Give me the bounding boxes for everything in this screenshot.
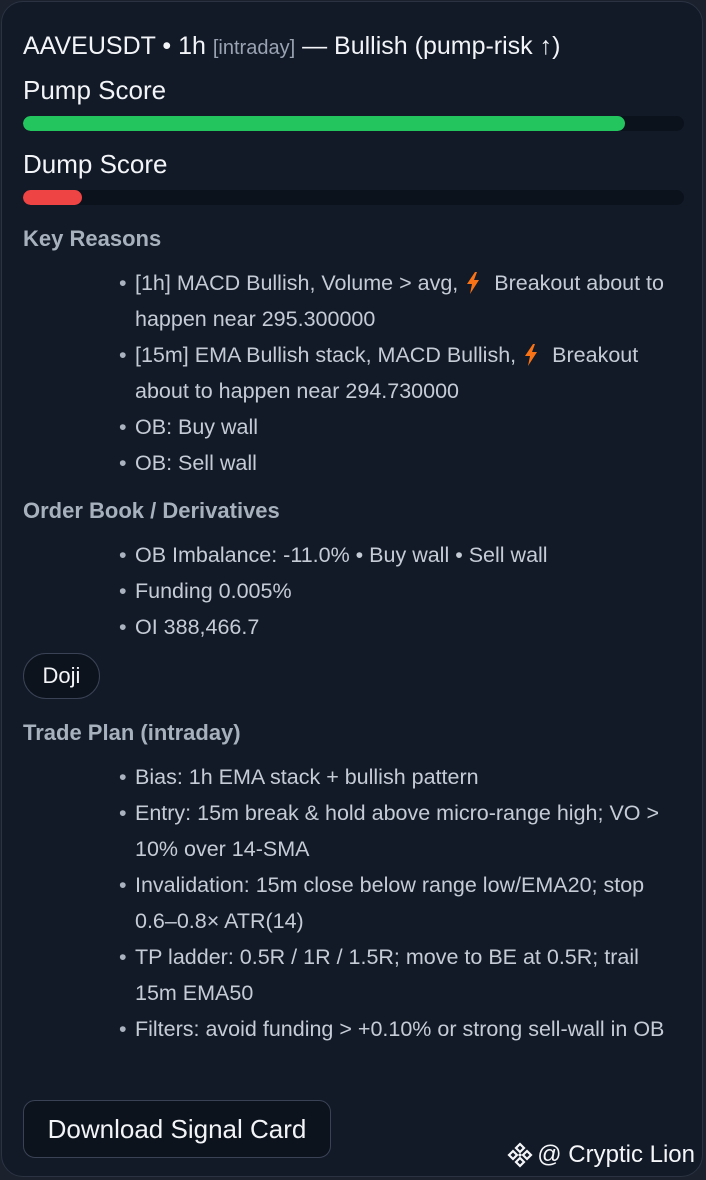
trade-plan-list [119, 759, 674, 1047]
list-item: • TP ladder: 0.5R / 1R / 1.5R; move to BE at 0.5R; trail 15m EMA50 [119, 939, 674, 1011]
pump-score-fill [23, 116, 625, 131]
binance-logo-icon [506, 1141, 534, 1169]
pattern-chip: Doji [23, 653, 100, 699]
session-tag: [intraday] [212, 37, 296, 59]
key-reasons-title: Key Reasons [23, 226, 162, 251]
trade-plan-title: Trade Plan (intraday) [23, 720, 241, 745]
list-item: • Invalidation: 15m close below range low/EMA20; stop 0.6–0.8× ATR(14) [119, 867, 674, 939]
list-item: • Filters: avoid funding > +0.10% or strong sell-wall in OB [119, 1011, 674, 1047]
pump-score-label: Pump Score [23, 75, 167, 105]
signal-title [23, 32, 560, 61]
symbol-timeframe: AAVEUSDT • 1h [23, 32, 206, 60]
watermark [506, 1138, 695, 1172]
order-book-list [119, 537, 674, 645]
key-reasons-list [119, 265, 674, 481]
signal-verdict: — Bullish (pump-risk ↑) [302, 32, 561, 60]
list-item: • OI 388,466.7 [119, 609, 674, 645]
download-signal-card-button[interactable]: Download Signal Card [23, 1100, 331, 1158]
order-book-title: Order Book / Derivatives [23, 498, 280, 523]
list-item: • OB Imbalance: -11.0% • Buy wall • Sell wall [119, 537, 674, 573]
dump-score-fill [23, 190, 82, 205]
dump-score-label: Dump Score [23, 149, 168, 179]
signal-card [1, 1, 703, 1177]
list-item: • OB: Sell wall [119, 445, 674, 481]
list-item: • [15m] EMA Bullish stack, MACD Bullish, Breakout about to happen near 294.730000 [119, 337, 674, 409]
watermark-text: @ Cryptic Lion [537, 1141, 695, 1168]
list-item: • Bias: 1h EMA stack + bullish pattern [119, 759, 674, 795]
lightning-icon [466, 272, 480, 294]
list-item: • OB: Buy wall [119, 409, 674, 445]
lightning-icon [524, 344, 538, 366]
pump-score-bar [23, 116, 684, 131]
list-item: • [1h] MACD Bullish, Volume > avg, Breakout about to happen near 295.300000 [119, 265, 674, 337]
list-item: • Funding 0.005% [119, 573, 674, 609]
list-item: • Entry: 15m break & hold above micro-range high; VO > 10% over 14-SMA [119, 795, 674, 867]
dump-score-bar [23, 190, 684, 205]
